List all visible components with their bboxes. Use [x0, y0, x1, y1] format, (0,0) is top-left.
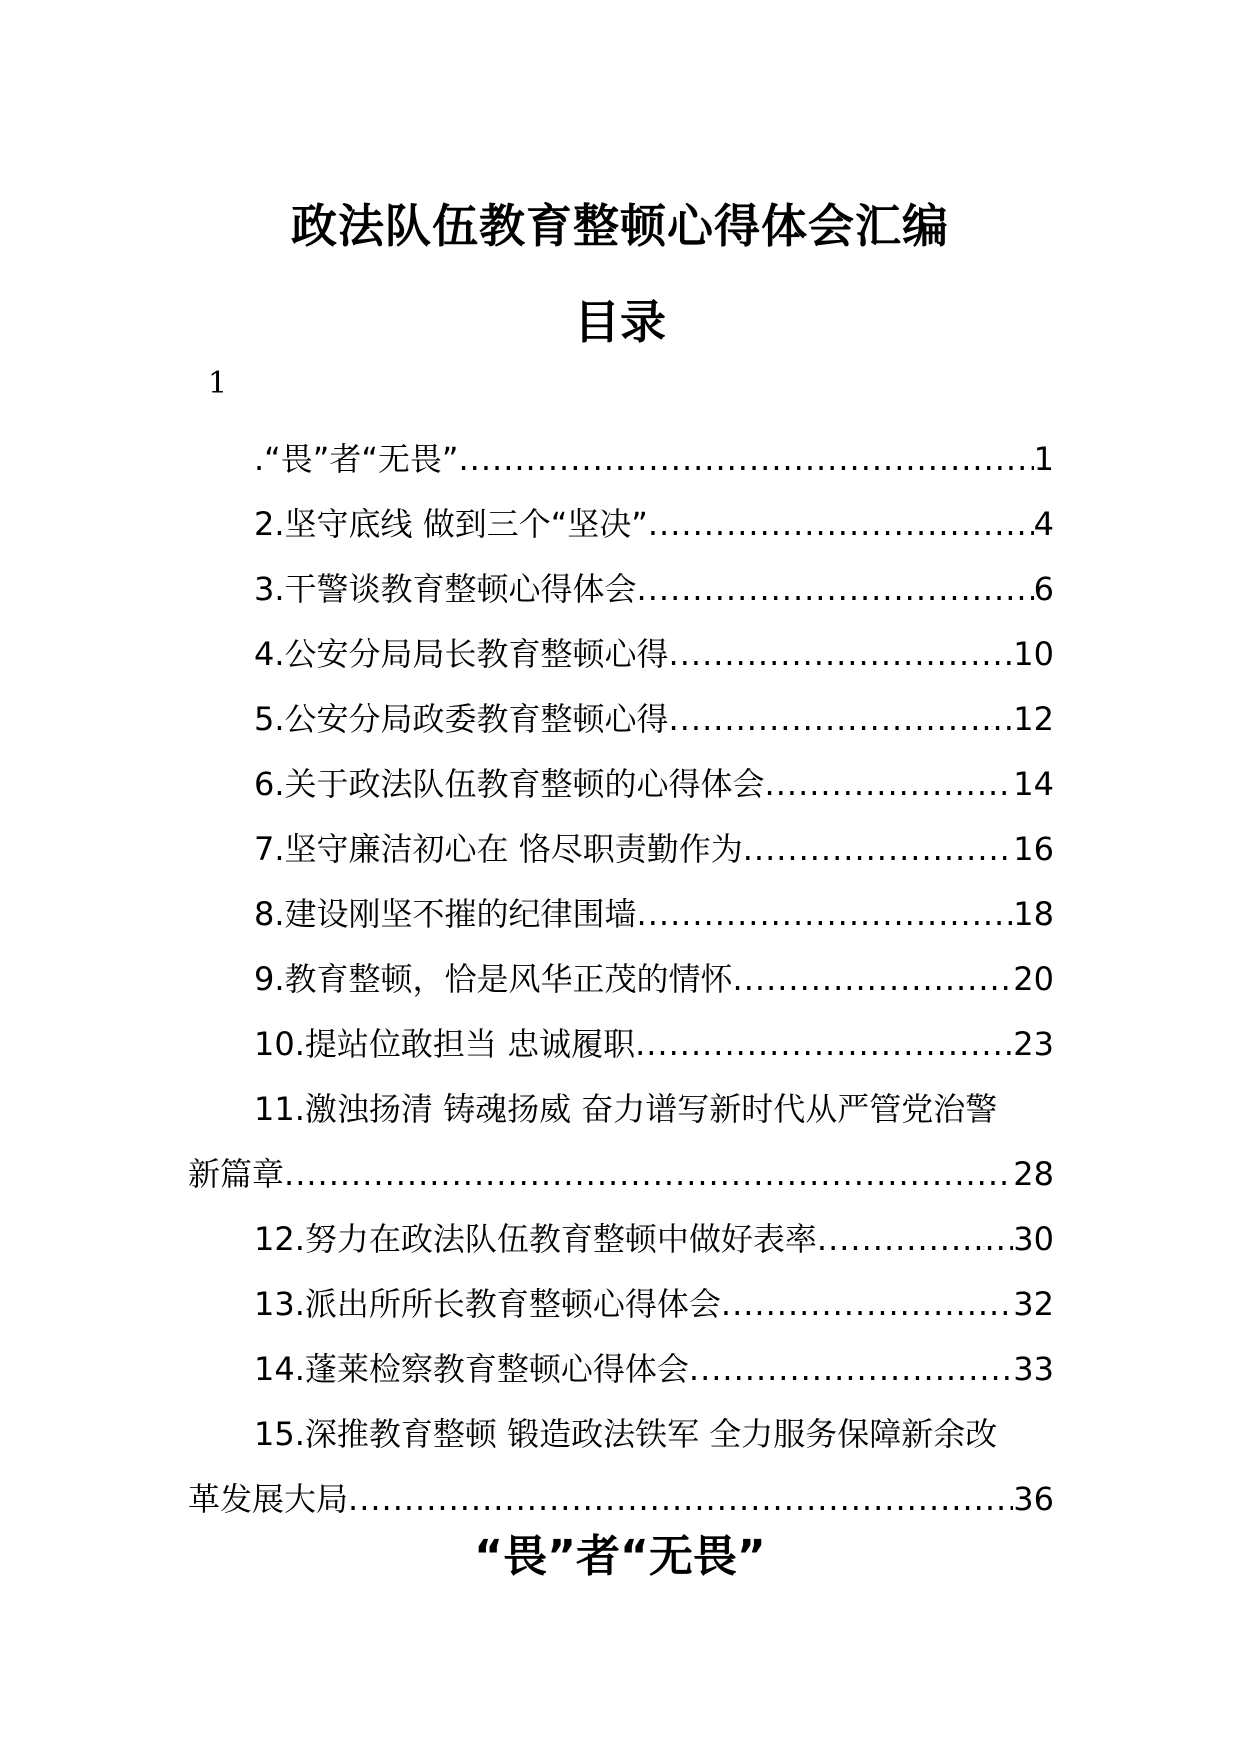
toc-entry[interactable]: [188, 1077, 1054, 1207]
toc-entry-title: 14.蓬莱检察教育整顿心得体会: [254, 1350, 689, 1388]
toc-page-number: 4: [1033, 505, 1054, 543]
toc-entry-line: [188, 1207, 1054, 1272]
toc-entry-line: [188, 622, 1054, 687]
toc-entry[interactable]: [188, 1337, 1054, 1402]
toc-entry-line: [188, 1142, 1054, 1207]
toc-entry-title: 4.公安分局局长教育整顿心得: [254, 635, 669, 673]
toc-entry-line: [188, 882, 1054, 947]
toc-entry-title: 15.深推教育整顿 锻造政法铁军 全力服务保障新余改: [254, 1415, 998, 1453]
toc-page-number: 14: [1013, 765, 1054, 803]
toc-dot-leader: [721, 1272, 1013, 1337]
toc-entry[interactable]: [188, 947, 1054, 1012]
toc-entry-title: 10.提站位敢担当 忠诚履职: [254, 1025, 636, 1063]
toc-entry[interactable]: [188, 1012, 1054, 1077]
toc-entry-line: [188, 1012, 1054, 1077]
toc-dot-leader: [637, 882, 1014, 947]
toc-page-number: 36: [1013, 1480, 1054, 1518]
toc-entry[interactable]: [188, 622, 1054, 687]
table-of-contents: [188, 427, 1054, 1532]
toc-entry-title: 11.激浊扬清 铸魂扬威 奋力谱写新时代从严管党治警: [254, 1090, 998, 1128]
toc-entry-line: [188, 427, 1054, 492]
toc-entry-title: 8.建设刚坚不摧的纪律围墙: [254, 895, 637, 933]
page-number-marker: 1: [208, 366, 228, 401]
toc-entry-line: [188, 947, 1054, 1012]
toc-page-number: 1: [1033, 440, 1054, 478]
section-heading: “畏”者“无畏”: [474, 1531, 766, 1582]
toc-entry-title: 7.坚守廉洁初心在 恪尽职责勤作为: [254, 830, 743, 868]
toc-page-number: 10: [1013, 635, 1054, 673]
toc-entry[interactable]: [188, 687, 1054, 752]
toc-dot-leader: [669, 622, 1014, 687]
toc-dot-leader: [669, 687, 1014, 752]
toc-dot-leader: [817, 1207, 1013, 1272]
toc-dot-leader: [743, 817, 1014, 882]
toc-entry[interactable]: [188, 1272, 1054, 1337]
toc-page-number: 23: [1013, 1025, 1054, 1063]
toc-entry-line: [188, 1402, 1054, 1467]
toc-entry-line: [188, 557, 1054, 622]
toc-entry[interactable]: [188, 1402, 1054, 1532]
toc-dot-leader: [689, 1337, 1013, 1402]
toc-entry-line: [188, 1337, 1054, 1402]
toc-entry-title: 2.坚守底线 做到三个“坚决”: [254, 505, 648, 543]
toc-entry-line: [188, 687, 1054, 752]
toc-entry[interactable]: [188, 1207, 1054, 1272]
toc-dot-leader: [648, 492, 1034, 557]
toc-page-number: 32: [1013, 1285, 1054, 1323]
toc-heading: 目录: [574, 295, 666, 349]
toc-dot-leader: [459, 427, 1034, 492]
toc-page-number: 6: [1033, 570, 1054, 608]
toc-entry[interactable]: [188, 557, 1054, 622]
toc-entry-title: 3.干警谈教育整顿心得体会: [254, 570, 637, 608]
toc-entry-line: [188, 492, 1054, 557]
toc-entry-title: .“畏”者“无畏”: [254, 440, 459, 478]
toc-page-number: 20: [1013, 960, 1054, 998]
toc-entry-title: 新篇章: [188, 1155, 285, 1193]
document-title: 政法队伍教育整顿心得体会汇编: [291, 199, 949, 253]
toc-page-number: 30: [1013, 1220, 1054, 1258]
toc-entry-title: 革发展大局: [188, 1480, 349, 1518]
toc-dot-leader: [765, 752, 1014, 817]
toc-entry[interactable]: [188, 817, 1054, 882]
toc-entry[interactable]: [188, 427, 1054, 492]
toc-entry-title: 6.关于政法队伍教育整顿的心得体会: [254, 765, 765, 803]
toc-entry-title: 9.教育整顿，恰是风华正茂的情怀: [254, 960, 733, 998]
toc-entry-title: 13.派出所所长教育整顿心得体会: [254, 1285, 721, 1323]
toc-entry-title: 5.公安分局政委教育整顿心得: [254, 700, 669, 738]
toc-dot-leader: [284, 1142, 1013, 1207]
toc-entry-line: [188, 1272, 1054, 1337]
toc-page-number: 33: [1013, 1350, 1054, 1388]
toc-entry[interactable]: [188, 752, 1054, 817]
toc-dot-leader: [637, 557, 1034, 622]
toc-entry[interactable]: [188, 492, 1054, 557]
toc-entry-line: [188, 752, 1054, 817]
toc-entry-line: [188, 1077, 1054, 1142]
toc-entry-line: [188, 817, 1054, 882]
toc-entry[interactable]: [188, 882, 1054, 947]
toc-page-number: 18: [1013, 895, 1054, 933]
toc-page-number: 12: [1013, 700, 1054, 738]
toc-page-number: 28: [1013, 1155, 1054, 1193]
toc-page-number: 16: [1013, 830, 1054, 868]
toc-dot-leader: [635, 1012, 1013, 1077]
toc-entry-title: 12.努力在政法队伍教育整顿中做好表率: [254, 1220, 817, 1258]
toc-dot-leader: [733, 947, 1014, 1012]
